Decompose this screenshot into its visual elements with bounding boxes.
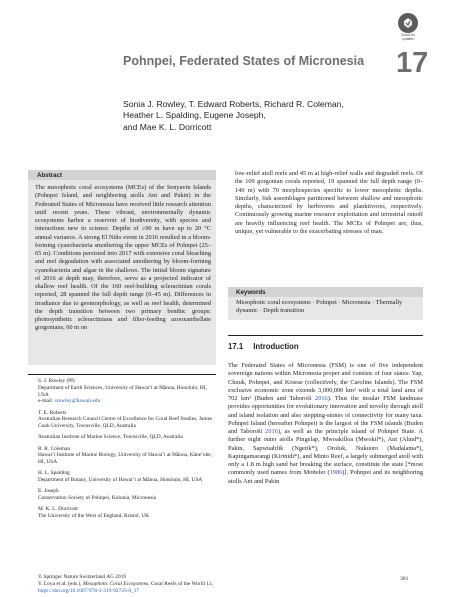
affiliations [38, 378, 218, 524]
badge-label: Check for updates [401, 33, 415, 41]
affiliation-block [38, 446, 218, 466]
intro-text: The Federated States of Micronesia (FSM) is one of five independent sovereign nations within Micronesia proper and consists of four states: Yap, Chuuk, Pohnpei, and Kosrae (collectively, the Caroline Islands). The FSM exclusive economic zone extends 3,000,000 km² with a total land area of 702 km² (Buden and Taboroši [228, 362, 423, 402]
doi-link[interactable]: https://doi.org/10.1007/978-3-319-92735-0_17 [38, 587, 140, 594]
affiliation-line: Hawaiʻi Institute of Marine Biology, University of Hawaiʻi at Mānoa, Kāneʻohe, HI, USA [38, 452, 213, 465]
copyright-line: © Springer Nature Switzerland AG 2019 [38, 574, 127, 580]
affiliation-block [38, 378, 218, 405]
section-divider [228, 335, 423, 336]
author-line: Heather L. Spalding, Eugene Joseph, [123, 110, 266, 121]
intro-text: ). Thus the insular FSM landmass provides opportunities for evolutionary innovation and novelty through atoll and island isolation and also stepping-stones of connectivity for many taxa. Pohnpei Island (hereafter Pohnpei) is the largest of the FSM islands (Buden and Taboroši [228, 395, 423, 435]
affiliation-line: M. K. L. Dorricott [38, 506, 78, 513]
citation-line [38, 581, 248, 588]
crossmark-icon [398, 13, 418, 33]
page-number: 301 [400, 576, 409, 582]
affiliation-block [38, 488, 218, 502]
abstract-text: The mesophotic coral ecosystems (MCEs) of the Senyavin Islands (Pohnpei Island, and neighboring atolls Ant and Pakin) in the Federated States of Micronesia have received little research attention until recent years. These vibrant, environmentally dynamic ecosystems harbor a reservoir of biodiversity, with species and interactions new to science. Depths of ≥90 m have up to 20 °C annual variance. A strong El Niño event in 2016 resulted in a bloom-forming cyanobacteria smothering the upper MCEs of Pohnpei (25–65 m). Conditions persisted into 2017 with extensive coral bleaching and reef degradation with associated smothering by bloom-forming cyanobacteria and algae in the shallows. The initial bloom signature of 2016 at depth may, therefore, serve as a projected indicator of shallow reef health. Of the 160 reef-building scleractinian corals reported, 28 spanned the full depth range (0–45 m). Differences in irradiance due to geomorphology, as well as reef health, determined the depth transition between two primary benthic groups: photosynthetic scleractinians and filter-feeding azooxanthellate gorgonians, 60 m on [35, 184, 211, 332]
abstract-box [28, 170, 216, 365]
affiliation-line: Department of Botany, University of Hawaiʻi at Mānoa, Honolulu, HI, USA [38, 477, 203, 483]
citation-link[interactable]: 1986 [329, 469, 343, 477]
affiliation-line: Conservation Society of Pohnpei, Kolonia, Micronesia [38, 495, 157, 501]
introduction-paragraph [228, 362, 423, 486]
email-line [38, 398, 218, 405]
footnote-divider [28, 374, 216, 375]
book-title: Mesophotic Coral Ecosystems [82, 580, 149, 587]
abstract-continued-text: low-relief atoll reefs and 45 m at high-relief walls and degraded reefs. Of the 109 gorgonian corals reported, 19 spanned the full depth range (0–140 m) with 70 morphospecies specific to lower mesophotic depths. Similarly, fish assemblages partitioned between shallow and mesophotic depths, characterized by herbivores and planktivores, respectively. Continuously growing marine resource exploitation and terrestrial runoff are heavily influencing reef health. The MCEs of Pohnpei are, thus, unique, yet vulnerable to the exacerbating stresses of man. [235, 170, 423, 235]
affiliation-line: The University of the West of England, Bristol, UK [38, 513, 150, 519]
affiliation-line: H. L. Spalding [38, 470, 70, 477]
intro-text: )]. Pohnpei and its neighboring atolls Ant and Pakin [228, 469, 423, 485]
author-line: and Mae K. L. Dorricott [123, 121, 212, 132]
abstract-header [28, 170, 216, 180]
section-number: 17.1 [228, 342, 244, 351]
affiliation-block [38, 470, 218, 484]
chapter-title: Pohnpei, Federated States of Micronesia [123, 54, 365, 68]
affiliation-line: T. E. Roberts [38, 409, 67, 416]
section-title: Introduction [253, 342, 299, 351]
author-list [123, 99, 373, 133]
citation-link[interactable]: 2016 [315, 395, 328, 402]
email-prefix: e-mail: [38, 398, 55, 405]
affiliation-line: Department of Earth Sciences, University of Hawaiʻi at Mānoa, Honolulu, HI, USA [38, 384, 207, 398]
affiliation-line: E. Joseph [38, 488, 59, 495]
citation-link[interactable]: 2016 [265, 428, 278, 435]
affiliation-block [38, 410, 218, 430]
keywords-heading: Keywords [236, 288, 266, 296]
affiliation-block [38, 434, 218, 441]
citation-suffix: , Coral Reefs of the World 12, [148, 580, 213, 587]
affiliation-line: Australian Research Council Centre of Excellence for Coral Reef Studies, James Cook University, Townsville, QLD, Australia [38, 416, 213, 429]
chapter-number: 17 [396, 47, 429, 79]
intro-text: ), as well as the principle island of Pohnpei State. A further eight outer atolls Pingelap, Mwoakilloa (Mwokil*), Ant (Ahnd*), Pakin, Sapwuahfik (Ngetik*), Oroluk, Nukuoro (Madalama*), Kapingamarangi (Kirinidi*), and Minto Reef, a largely submerged atoll with only a 1.8 m high sand bar breaking the surface, constitute the state [*most commonly used names from Motteler ( [228, 428, 424, 477]
abstract-heading: Abstract [37, 171, 63, 179]
page-footer [38, 574, 248, 595]
email-link[interactable]: srowley@hawaii.edu [54, 398, 101, 405]
citation-prefix: Y. Loya et al. (eds.), [38, 580, 83, 587]
keywords-text: Mesophotic coral ecosystems · Pohnpei · Micronesia · Thermally dynamic · Depth transition [236, 299, 403, 315]
check-for-updates-badge[interactable] [394, 13, 422, 42]
section-heading [228, 342, 299, 351]
keywords-header [228, 287, 423, 297]
affiliation-line: R. R. Coleman [38, 445, 71, 452]
affiliation-line: Australian Institute of Marine Science, Townsville, QLD, Australia [38, 434, 183, 441]
affiliation-block [38, 506, 218, 520]
keywords-box [228, 287, 423, 320]
author-line: Sonia J. Rowley, T. Edward Roberts, Richard R. Coleman, [123, 99, 344, 109]
affiliation-line: S. J. Rowley (✉) [38, 378, 75, 384]
